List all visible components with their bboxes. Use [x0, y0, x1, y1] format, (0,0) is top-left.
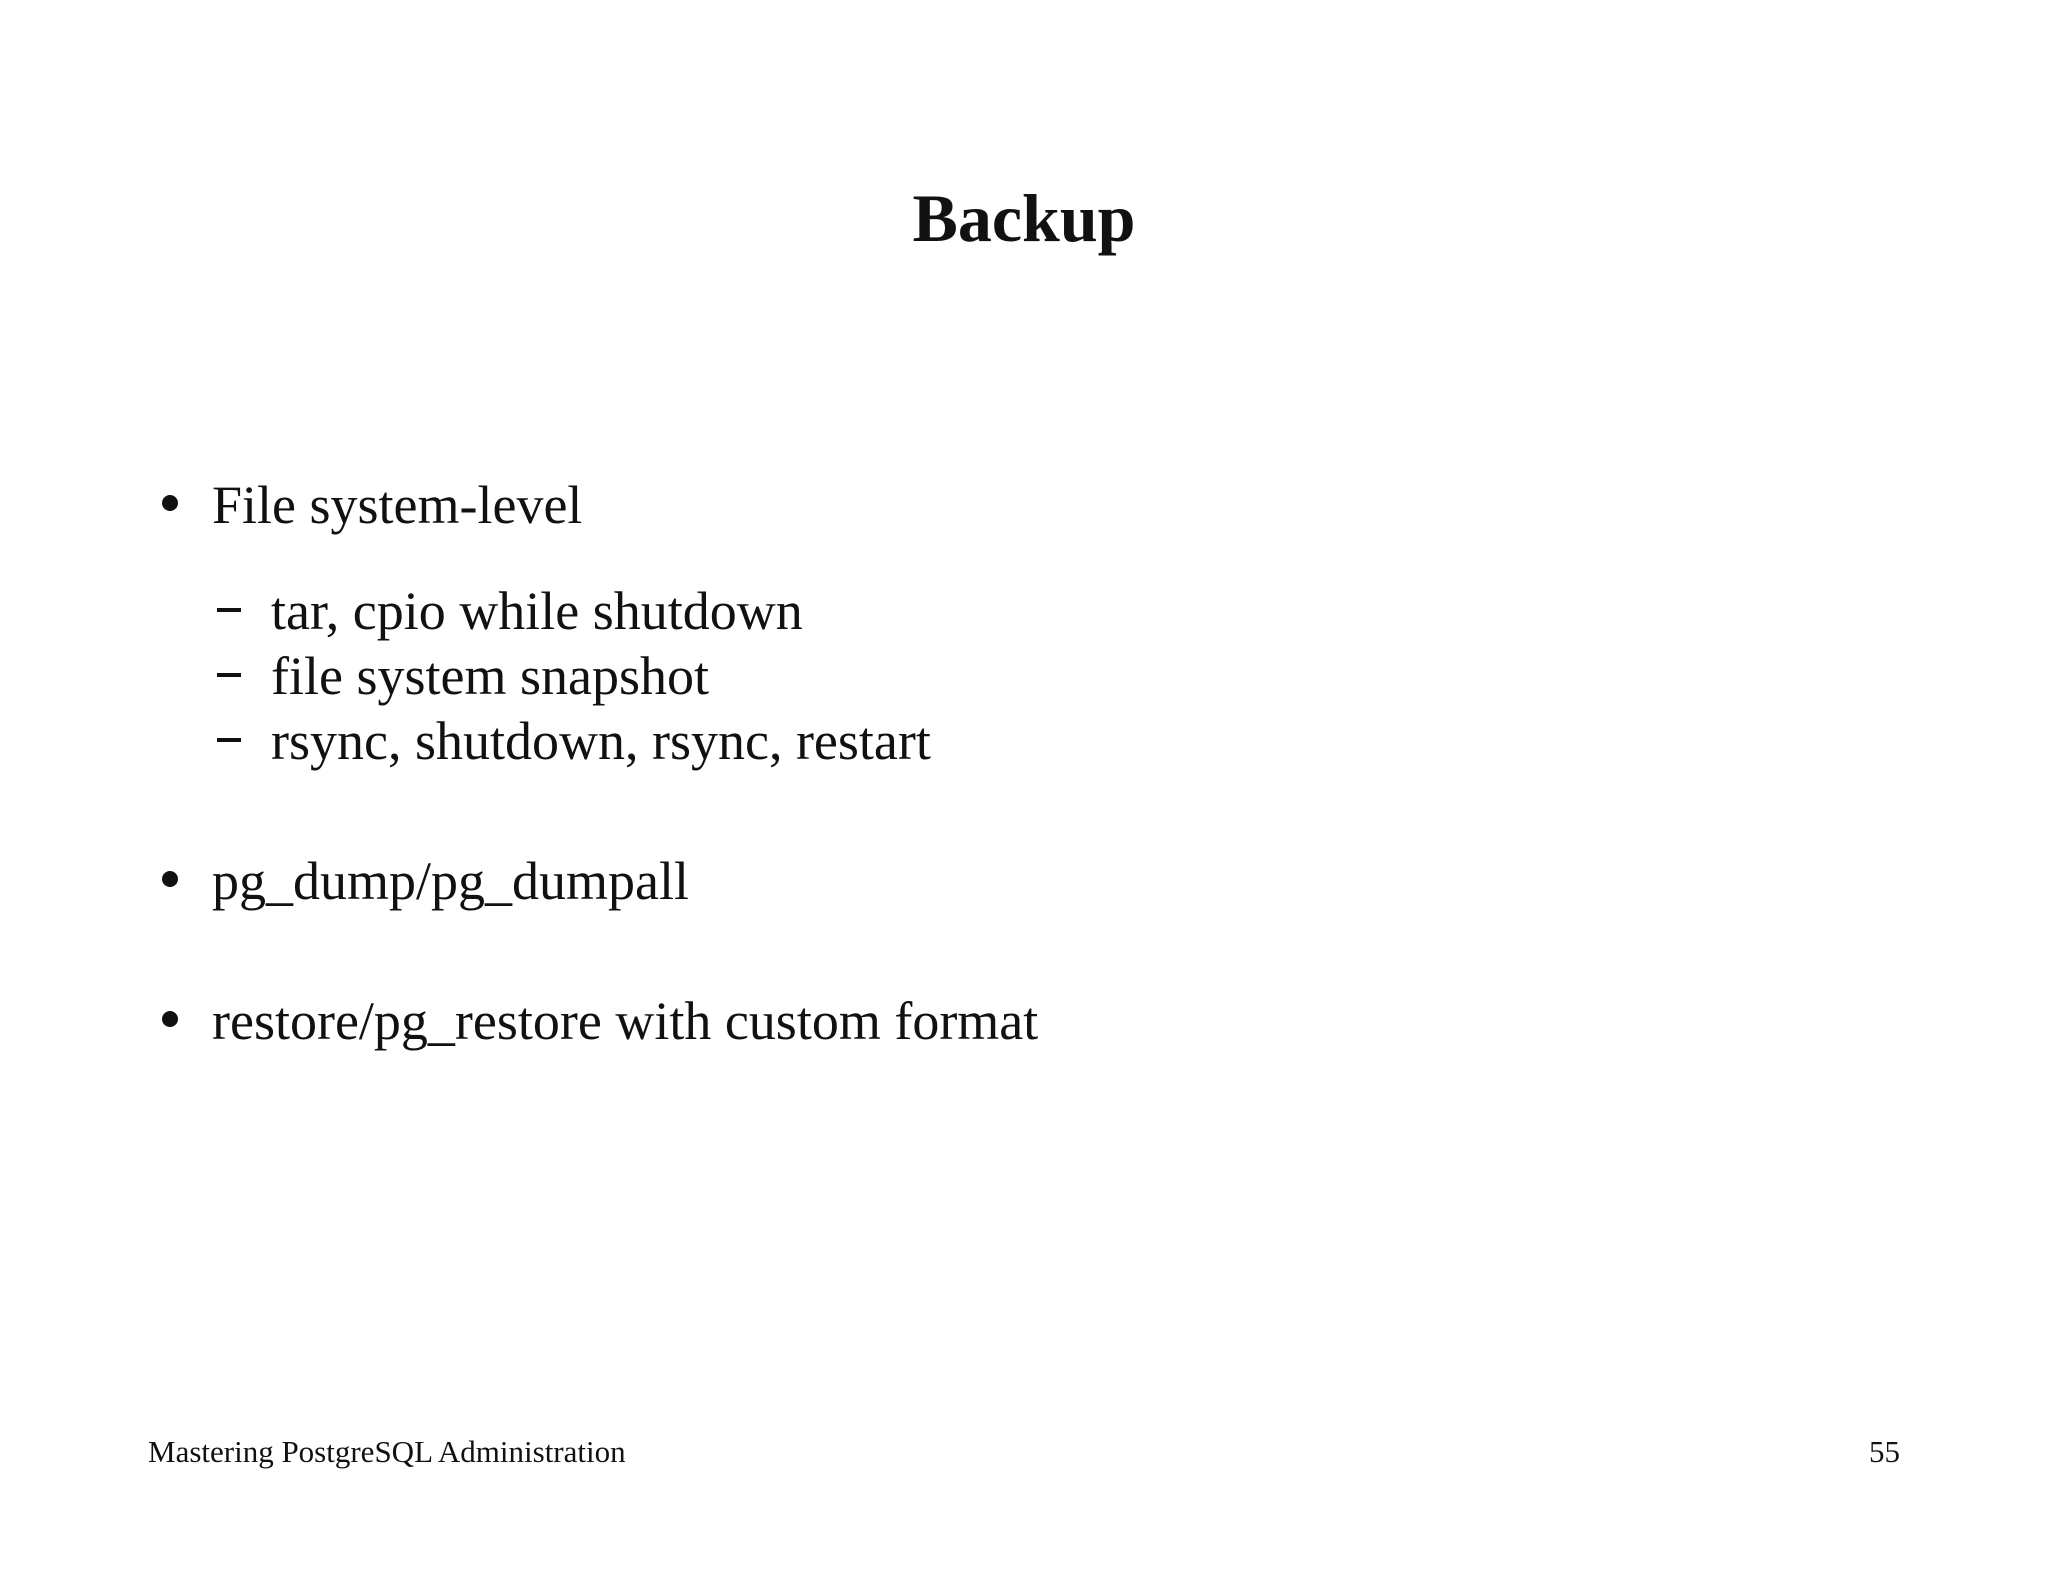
- bullet-item: [162, 851, 689, 911]
- bullet-dot-icon: [162, 1011, 178, 1027]
- dash-icon: [217, 738, 241, 742]
- bullet-item: [162, 991, 1039, 1051]
- sub-item: [217, 581, 803, 641]
- slide-title: Backup: [912, 180, 1136, 256]
- sub-item-text: file system snapshot: [271, 646, 709, 706]
- dash-icon: [217, 673, 241, 677]
- sub-item: [217, 646, 709, 706]
- sub-item-text: tar, cpio while shutdown: [271, 581, 803, 641]
- sub-item: [217, 711, 931, 771]
- bullet-item: [162, 475, 583, 535]
- bullet-dot-icon: [162, 871, 178, 887]
- page-number: 55: [1869, 1434, 1900, 1469]
- bullet-text: File system-level: [212, 475, 583, 535]
- footer-title: Mastering PostgreSQL Administration: [148, 1434, 626, 1469]
- dash-icon: [217, 608, 241, 612]
- bullet-text: restore/pg_restore with custom format: [212, 991, 1039, 1051]
- bullet-dot-icon: [162, 495, 178, 511]
- bullet-text: pg_dump/pg_dumpall: [212, 851, 689, 911]
- sub-item-text: rsync, shutdown, rsync, restart: [271, 711, 931, 771]
